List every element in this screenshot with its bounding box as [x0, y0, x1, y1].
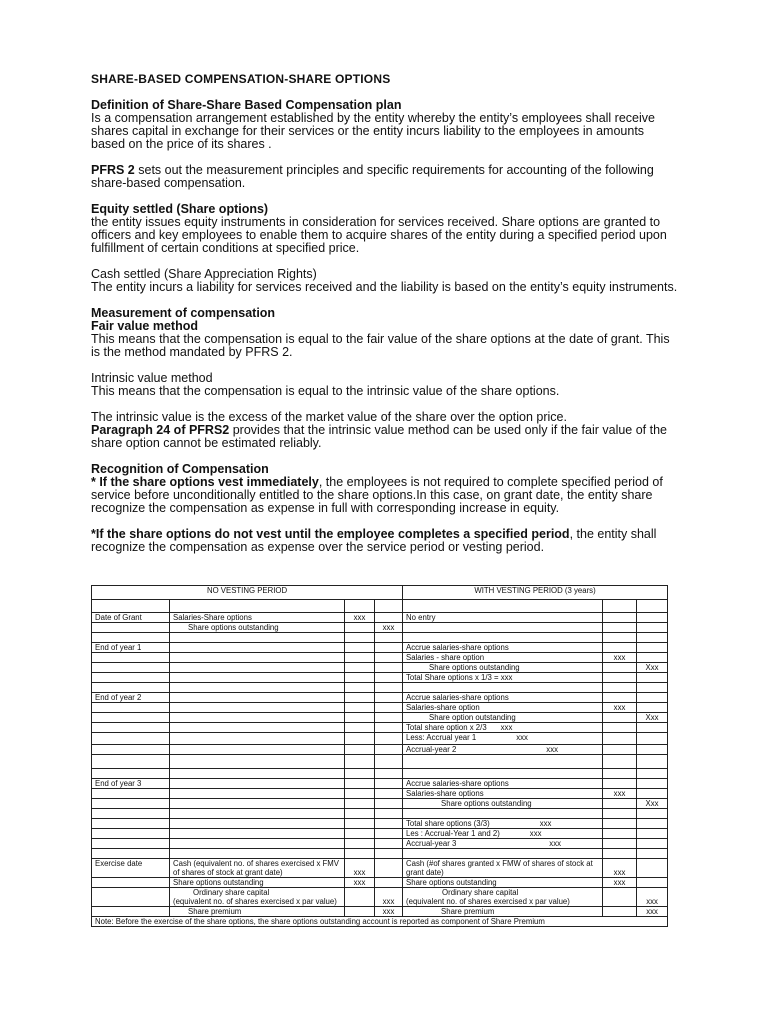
pfrs2-paragraph: [91, 164, 681, 190]
exercise-premium-account: Share premium: [170, 907, 345, 917]
header-with-vesting: WITH VESTING PERIOD (3 years): [403, 586, 668, 600]
cash-settled-heading: Cash settled (Share Appreciation Rights): [91, 267, 317, 281]
year1-computation: Total Share options x 1/3 = xxx: [403, 673, 603, 683]
row-label-year1: End of year 1: [92, 643, 170, 653]
table-row: [92, 907, 668, 917]
table-row: [92, 789, 668, 799]
year3-less: Les : Accrual-Year 1 and 2) xxx: [403, 829, 603, 839]
exercise-cash-account: Cash (equivalent no. of shares exercised x FMV of shares of stock at grant date): [170, 859, 345, 878]
year2-accrue: Accrue salaries-share options: [403, 693, 603, 703]
recognition-heading: Recognition of Compensation: [91, 462, 269, 476]
table-row: [92, 693, 668, 703]
fair-value-text: This means that the compensation is equal to the fair value of the share options at the date of grant. This is the method mandated by PFRS 2.: [91, 332, 670, 359]
exercise-vesting-premium-account: Share premium: [403, 907, 603, 917]
row-label-exercise: Exercise date: [92, 859, 170, 878]
fair-value-heading: Fair value method: [91, 319, 198, 333]
year1-credit-amount: Xxx: [637, 663, 668, 673]
table-row: [92, 878, 668, 888]
table-row: [92, 839, 668, 849]
vest-immediately-paragraph: [91, 476, 681, 515]
table-header-row: [92, 586, 668, 600]
table-row: [92, 673, 668, 683]
exercise-premium-amount: xxx: [375, 907, 403, 917]
vesting-period-text: , the entity shall recognize the compensation as expense over the service period or vesting period.: [91, 527, 657, 554]
equity-settled-heading: Equity settled (Share options): [91, 202, 269, 216]
row-label-grant: Date of Grant: [92, 613, 170, 623]
table-row: [92, 723, 668, 733]
grant-credit-account: Share options outstanding: [170, 623, 345, 633]
document-title: SHARE-BASED COMPENSATION-SHARE OPTIONS: [91, 72, 391, 86]
year2-credit-amount: Xxx: [637, 713, 668, 723]
measurement-heading: Measurement of compensation: [91, 306, 276, 320]
year2-total: Total share option x 2/3 xxx: [403, 723, 603, 733]
table-row: [92, 653, 668, 663]
exercise-capital-amount: xxx: [375, 888, 403, 907]
exercise-cash-amount: xxx: [345, 859, 375, 878]
year3-credit-amount: Xxx: [637, 799, 668, 809]
exercise-soo-amount: xxx: [345, 878, 375, 888]
table-note: Note: Before the exercise of the share options, the share options outstanding account is reported as component of Share Premium: [92, 917, 668, 927]
table-row: [92, 703, 668, 713]
cash-settled-text: The entity incurs a liability for services received and the liability is based on the entity’s equity instruments.: [91, 280, 678, 294]
vest-immediately-label: * If the share options vest immediately: [91, 475, 319, 489]
grant-credit-amount: xxx: [375, 623, 403, 633]
table-row: [92, 713, 668, 723]
table-row: [92, 745, 668, 755]
journal-entries-table: [91, 585, 668, 927]
pfrs2-label: PFRS 2: [91, 163, 135, 177]
year3-debit-amount: xxx: [603, 789, 637, 799]
year2-less: Less: Accrual year 1 xxx: [403, 733, 603, 745]
paragraph-24: [91, 424, 681, 450]
document-body: [91, 99, 681, 554]
year2-debit-account: Salaries-share option: [403, 703, 603, 713]
exercise-vesting-soo-account: Share options outstanding: [403, 878, 603, 888]
vest-immediately-text: , the employees is not required to complete specified period of service before unconditionally entitled to the share options.In this case, on grant date, the entity share recognize the compensation as expense in full with corresponding increase in equity.: [91, 475, 663, 515]
equity-settled-text: the entity issues equity instruments in consideration for services received. Share options are granted to officers and key employees to enable them to acquire shares of the entity during a specified period upon fulfillment of certain conditions at specified price.: [91, 215, 667, 255]
paragraph-24-text: provides that the intrinsic value method can be used only if the fair value of the share option cannot be estimated reliably.: [91, 423, 668, 450]
year2-credit-account: Share option outstanding: [403, 713, 603, 723]
year3-accrue: Accrue salaries-share options: [403, 779, 603, 789]
table-row: [92, 829, 668, 839]
intrinsic-value-heading: Intrinsic value method: [91, 371, 213, 385]
exercise-soo-account: Share options outstanding: [170, 878, 345, 888]
grant-vesting-entry: No entry: [403, 613, 603, 623]
table-row: [92, 819, 668, 829]
table-row: [92, 779, 668, 789]
spacer-row: [92, 809, 668, 819]
note-row: [92, 917, 668, 927]
spacer-row: [92, 633, 668, 643]
exercise-vesting-cash-amount: xxx: [603, 859, 637, 878]
exercise-vesting-cash-account: Cash (#of shares granted x FMW of shares of stock at grant date): [403, 859, 603, 878]
row-label-year3: End of year 3: [92, 779, 170, 789]
vesting-period-label: *If the share options do not vest until the employee completes a specified period: [91, 527, 570, 541]
exercise-vesting-soo-amount: xxx: [603, 878, 637, 888]
year1-debit-account: Salaries - share option: [403, 653, 603, 663]
grant-debit-account: Salaries-Share options: [170, 613, 345, 623]
table-row: [92, 663, 668, 673]
paragraph-24-label: Paragraph 24 of PFRS2: [91, 423, 230, 437]
pfrs2-text: sets out the measurement principles and specific requirements for accounting of the following share-based compensation.: [91, 163, 654, 190]
header-no-vesting: NO VESTING PERIOD: [92, 586, 403, 600]
definition-text: Is a compensation arrangement established by the entity whereby the entity’s employees shall receive shares capital in exchange for their services or the entity incurs liability to the employees in amounts based on the price of its shares .: [91, 111, 655, 151]
table-row: [92, 643, 668, 653]
year3-credit-account: Share options outstanding: [403, 799, 603, 809]
year1-debit-amount: xxx: [603, 653, 637, 663]
year1-credit-account: Share options outstanding: [403, 663, 603, 673]
table-row: [92, 799, 668, 809]
intrinsic-value-text: This means that the compensation is equal to the intrinsic value of the share options.: [91, 384, 560, 398]
vesting-period-paragraph: [91, 528, 681, 554]
table-row: [92, 733, 668, 745]
definition-heading: Definition of Share-Share Based Compensation plan: [91, 98, 402, 112]
intrinsic-value-definition: The intrinsic value is the excess of the market value of the share over the option price.: [91, 410, 567, 424]
year2-debit-amount: xxx: [603, 703, 637, 713]
spacer-row: [92, 600, 668, 613]
spacer-row: [92, 683, 668, 693]
year2-accrual: Accrual-year 2 xxx: [403, 745, 603, 755]
year3-accrual: Accrual-year 3 xxx: [403, 839, 603, 849]
grant-debit-amount: xxx: [345, 613, 375, 623]
table-row: [92, 623, 668, 633]
spacer-row: [92, 849, 668, 859]
exercise-vesting-capital-account: Ordinary share capital (equivalent no. of shares exercised x par value): [403, 888, 603, 907]
spacer-row: [92, 755, 668, 769]
exercise-capital-account: Ordinary share capital (equivalent no. of shares exercised x par value): [170, 888, 345, 907]
exercise-vesting-premium-amount: xxx: [637, 907, 668, 917]
exercise-vesting-capital-amount: xxx: [637, 888, 668, 907]
year3-total: Total share options (3/3) xxx: [403, 819, 603, 829]
row-label-year2: End of year 2: [92, 693, 170, 703]
year1-accrue: Accrue salaries-share options: [403, 643, 603, 653]
year3-debit-account: Salaries-share options: [403, 789, 603, 799]
table-row: [92, 613, 668, 623]
spacer-row: [92, 769, 668, 779]
table-row: [92, 888, 668, 907]
table-row: [92, 859, 668, 878]
